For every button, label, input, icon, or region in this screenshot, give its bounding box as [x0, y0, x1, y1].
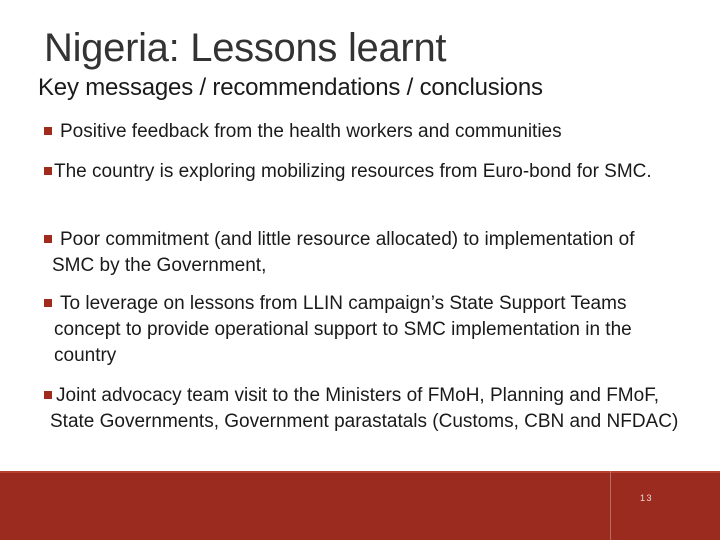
bullet-item	[44, 119, 704, 145]
square-bullet-icon	[44, 391, 52, 399]
bullet-text: Poor commitment (and little resource allocated) to implementation of SMC by the Government,	[52, 229, 635, 276]
bullet-text: Joint advocacy team visit to the Ministers of FMoH, Planning and FMoF, State Governments, Government parastatals (Customs, CBN and NFDAC)	[50, 385, 679, 432]
slide-title: Nigeria: Lessons learnt	[44, 26, 447, 70]
bullet-item	[44, 291, 694, 369]
bullet-text: The country is exploring mobilizing resources from Euro-bond for SMC.	[54, 161, 652, 182]
bullet-item	[44, 383, 694, 435]
slide-subtitle: Key messages / recommendations / conclusions	[38, 74, 543, 101]
footer-divider	[610, 471, 611, 540]
bullet-text: Positive feedback from the health workers and communities	[60, 121, 562, 142]
bullet-item	[44, 227, 664, 279]
square-bullet-icon	[44, 127, 52, 135]
footer-top-line	[0, 471, 720, 473]
page-number: 13	[640, 493, 654, 503]
bullet-item	[44, 159, 704, 185]
square-bullet-icon	[44, 299, 52, 307]
square-bullet-icon	[44, 235, 52, 243]
footer-band	[0, 471, 720, 540]
bullet-text: To leverage on lessons from LLIN campaign’s State Support Teams concept to provide operational support to SMC implementation in the country	[54, 293, 632, 366]
square-bullet-icon	[44, 167, 52, 175]
